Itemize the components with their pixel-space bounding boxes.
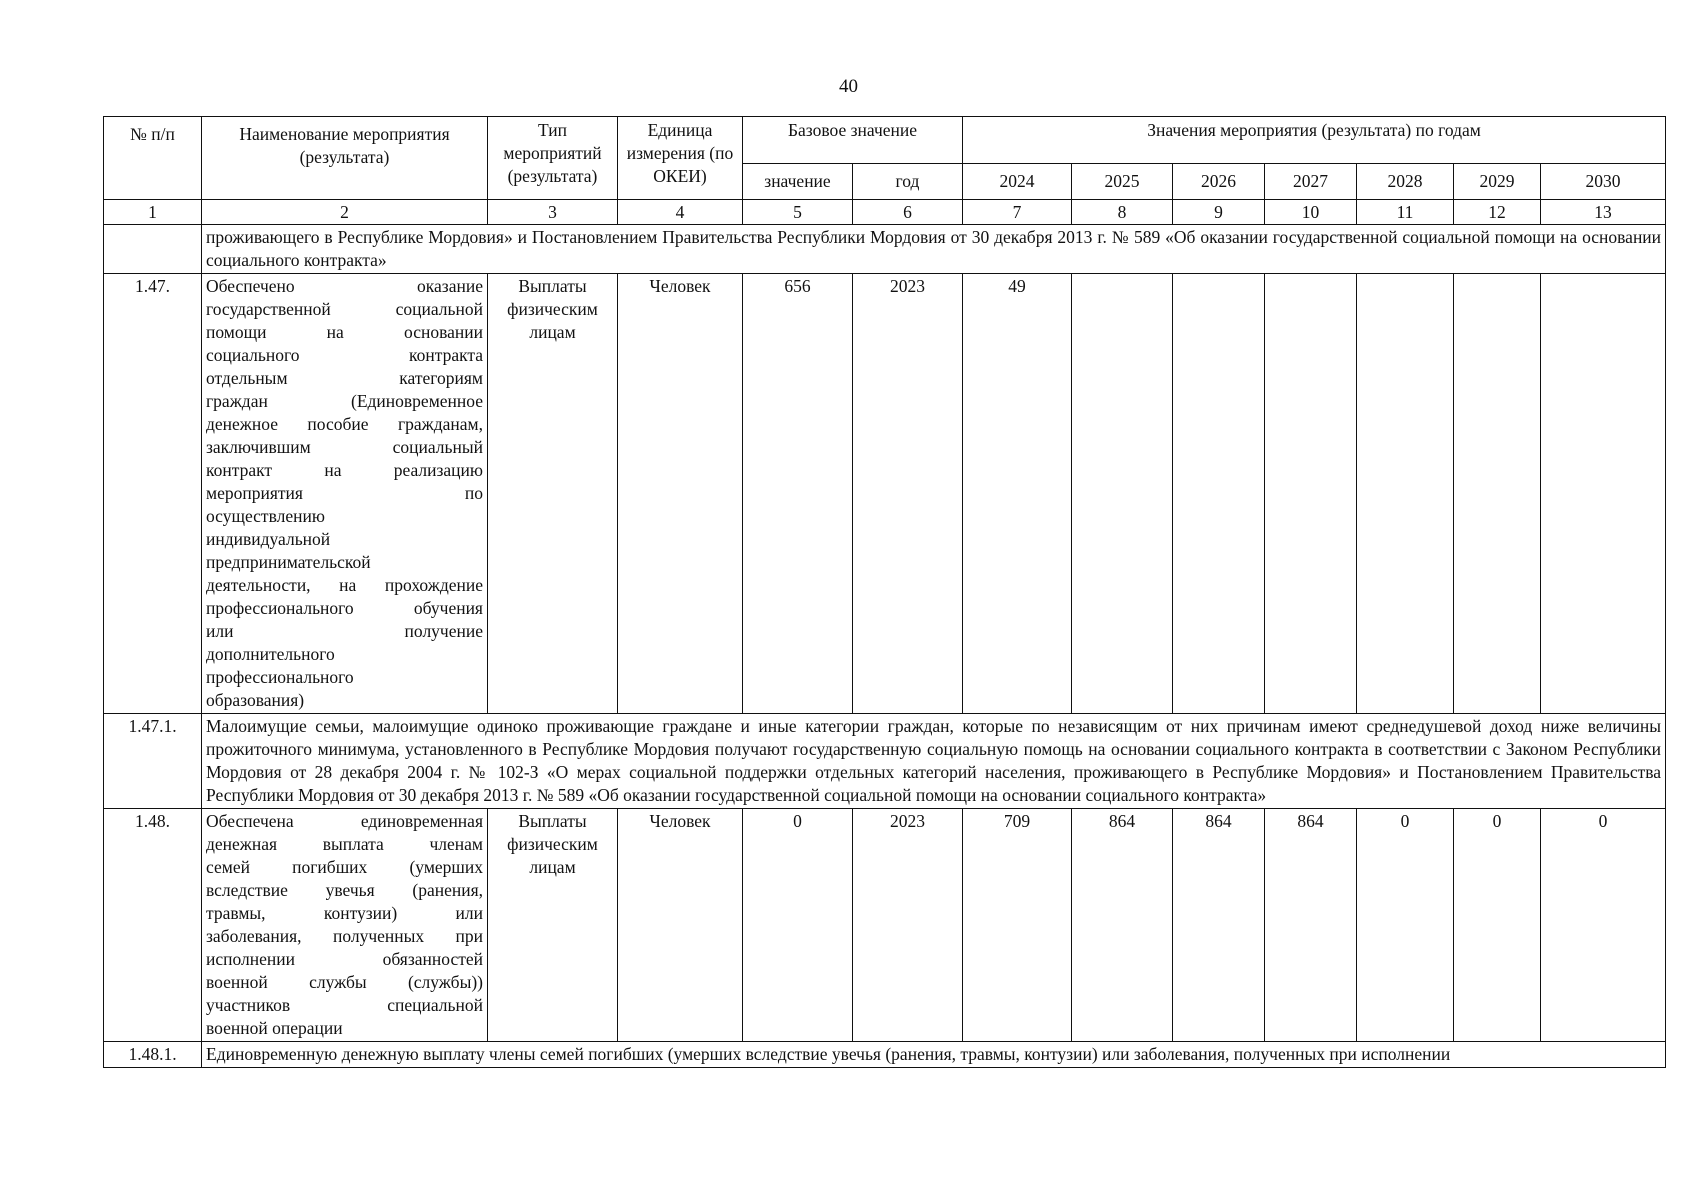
index-cell: 9 xyxy=(1173,200,1265,225)
row-name-line: или получение xyxy=(206,621,483,641)
row-name-line: профессионального xyxy=(206,667,354,687)
row-name-line: военной операции xyxy=(206,1018,343,1038)
table-row xyxy=(104,1042,1666,1068)
row-name-line: военной службы (службы)) xyxy=(206,972,483,992)
header-years: Значения мероприятия (результата) по годам xyxy=(963,117,1666,164)
row-year-value xyxy=(1357,274,1454,714)
row-unit: Человек xyxy=(618,274,743,714)
row-year-value: 709 xyxy=(963,809,1072,1042)
row-name-line: исполнении обязанностей xyxy=(206,949,483,969)
index-cell: 1 xyxy=(104,200,202,225)
row-type: Выплаты физическим лицам xyxy=(488,809,618,1042)
index-cell: 3 xyxy=(488,200,618,225)
index-row xyxy=(104,200,1666,225)
header-name: Наименование мероприятия (результата) xyxy=(202,117,488,200)
row-name-line: участников специальной xyxy=(206,995,483,1015)
row-unit: Человек xyxy=(618,809,743,1042)
row-name-line: деятельности, на прохождение xyxy=(206,575,483,595)
header-year: 2030 xyxy=(1541,164,1666,200)
row-name-line: государственной социальной xyxy=(206,299,483,319)
row-year-value: 0 xyxy=(1541,809,1666,1042)
row-name-line: денежное пособие гражданам, xyxy=(206,414,483,434)
header-unit: Единица измерения (по ОКЕИ) xyxy=(618,117,743,200)
continuation-no xyxy=(104,225,202,274)
row-name-line: дополнительного xyxy=(206,644,335,664)
row-name-line: индивидуальной xyxy=(206,529,331,549)
row-name-line: социального контракта xyxy=(206,345,483,365)
page-number: 40 xyxy=(839,76,858,97)
index-cell: 6 xyxy=(853,200,963,225)
row-base-value: 656 xyxy=(743,274,853,714)
row-base-year: 2023 xyxy=(853,809,963,1042)
index-cell: 4 xyxy=(618,200,743,225)
row-year-value xyxy=(1454,274,1541,714)
row-year-value xyxy=(1072,274,1173,714)
index-cell: 12 xyxy=(1454,200,1541,225)
row-name xyxy=(202,274,488,714)
row-name-line: мероприятия по xyxy=(206,483,483,503)
row-name-line: денежная выплата членам xyxy=(206,834,483,854)
continuation-row xyxy=(104,225,1666,274)
row-name-line: заболевания, полученных при xyxy=(206,926,483,946)
index-cell: 10 xyxy=(1265,200,1357,225)
row-year-value: 864 xyxy=(1072,809,1173,1042)
row-name-line: осуществлению xyxy=(206,506,325,526)
row-base-year: 2023 xyxy=(853,274,963,714)
row-name-line: травмы, контузии) или xyxy=(206,903,483,923)
header-year: 2028 xyxy=(1357,164,1454,200)
header-row-1 xyxy=(104,117,1666,164)
header-year: 2024 xyxy=(963,164,1072,200)
row-year-value: 864 xyxy=(1173,809,1265,1042)
row-name-line: граждан (Единовременное xyxy=(206,391,483,411)
row-base-value: 0 xyxy=(743,809,853,1042)
header-base-value: значение xyxy=(743,164,853,200)
row-type: Выплаты физическим лицам xyxy=(488,274,618,714)
header-year: 2029 xyxy=(1454,164,1541,200)
row-name-line: образования) xyxy=(206,690,305,710)
row-name-line: предпринимательской xyxy=(206,552,371,572)
row-name xyxy=(202,809,488,1042)
table-row xyxy=(104,274,1666,714)
row-name-line: заключившим социальный xyxy=(206,437,483,457)
header-type: Тип мероприятий (результата) xyxy=(488,117,618,200)
header-base: Базовое значение xyxy=(743,117,963,164)
row-name-line: вследствие увечья (ранения, xyxy=(206,880,483,900)
row-year-value: 864 xyxy=(1265,809,1357,1042)
row-name-line: отдельным категориям xyxy=(206,368,483,388)
header-year: 2026 xyxy=(1173,164,1265,200)
row-number: 1.47. xyxy=(104,274,202,714)
row-name-line: помощи на основании xyxy=(206,322,483,342)
header-base-year: год xyxy=(853,164,963,200)
index-cell: 7 xyxy=(963,200,1072,225)
row-year-value: 49 xyxy=(963,274,1072,714)
row-description: Единовременную денежную выплату члены семей погибших (умерших вследствие увечья (ранения, травмы, контузии) или заболевания, полученных при исполнении xyxy=(202,1042,1666,1068)
row-name-line: контракт на реализацию xyxy=(206,460,483,480)
row-number: 1.47.1. xyxy=(104,714,202,809)
header-year: 2025 xyxy=(1072,164,1173,200)
header-no: № п/п xyxy=(104,117,202,200)
index-cell: 5 xyxy=(743,200,853,225)
index-cell: 2 xyxy=(202,200,488,225)
row-year-value xyxy=(1265,274,1357,714)
activities-table xyxy=(103,116,1666,1068)
row-year-value: 0 xyxy=(1454,809,1541,1042)
table-row xyxy=(104,809,1666,1042)
row-number: 1.48. xyxy=(104,809,202,1042)
header-year: 2027 xyxy=(1265,164,1357,200)
index-cell: 8 xyxy=(1072,200,1173,225)
row-number: 1.48.1. xyxy=(104,1042,202,1068)
continuation-text: проживающего в Республике Мордовия» и Постановлением Правительства Республики Мордовия от 30 декабря 2013 г. № 589 «Об оказании государственной социальной помощи на основании социального контракта» xyxy=(202,225,1666,274)
row-year-value: 0 xyxy=(1357,809,1454,1042)
row-name-line: Обеспечена единовременная xyxy=(206,811,483,831)
row-year-value xyxy=(1541,274,1666,714)
table-row xyxy=(104,714,1666,809)
row-name-line: семей погибших (умерших xyxy=(206,857,483,877)
row-description: Малоимущие семьи, малоимущие одиноко проживающие граждане и иные категории граждан, которые по независящим от них причинам имеют среднедушевой доход ниже величины прожиточного минимума, установленного в Республике Мордовия получают государственную социальную помощь на основании социального контракта в соответствии с Законом Республики Мордовия от 28 декабря 2004 г. № 102-З «О мерах социальной поддержки отдельных категорий населения, проживающего в Республике Мордовия» и Постановлением Правительства Республики Мордовия от 30 декабря 2013 г. № 589 «Об оказании государственной социальной помощи на основании социального контракта» xyxy=(202,714,1666,809)
row-name-line: Обеспечено оказание xyxy=(206,276,483,296)
index-cell: 13 xyxy=(1541,200,1666,225)
row-name-line: профессионального обучения xyxy=(206,598,483,618)
row-year-value xyxy=(1173,274,1265,714)
index-cell: 11 xyxy=(1357,200,1454,225)
